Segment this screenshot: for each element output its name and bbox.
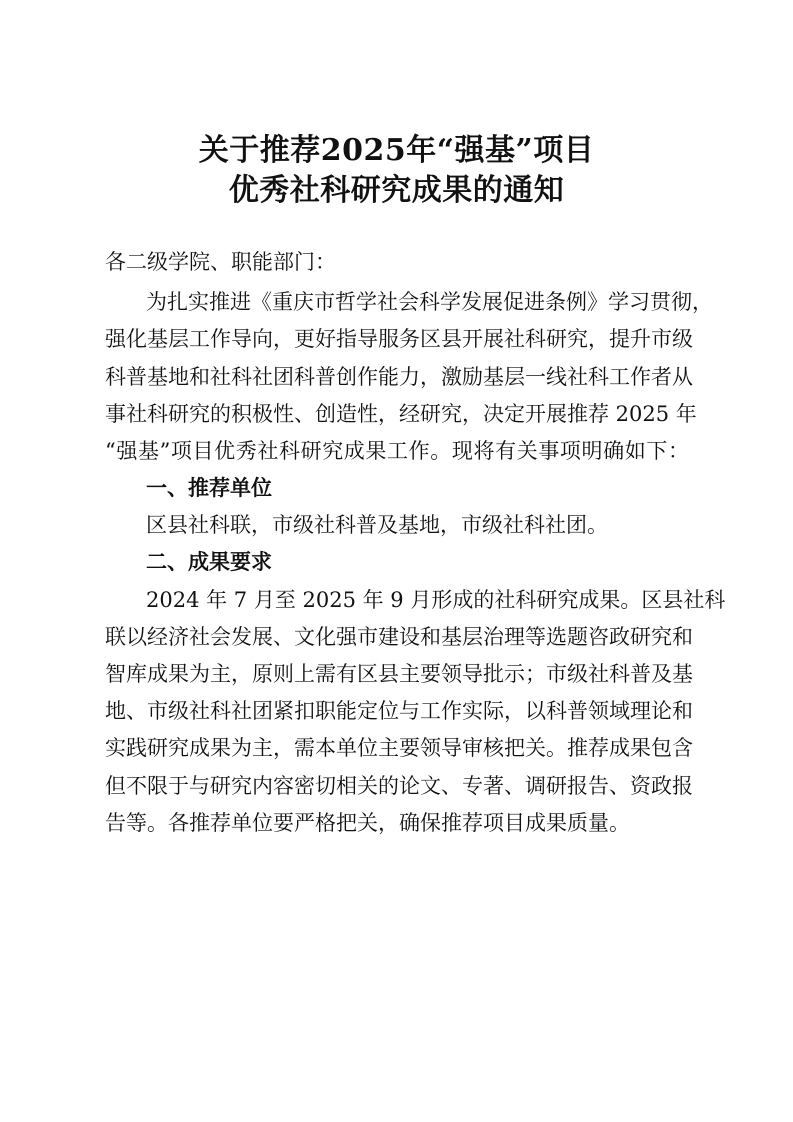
- salutation: 各二级学院、职能部门：: [105, 250, 336, 274]
- intro-line: 为扎实推进《重庆市哲学社会科学发展促进条例》学习贯彻，: [146, 290, 713, 314]
- section-2-heading: 二、成果要求: [146, 550, 272, 574]
- section-2-line: 2024 年 7 月至 2025 年 9 月形成的社科研究成果。区县社科: [146, 588, 726, 612]
- intro-line: 科普基地和社科社团科普创作能力，激励基层一线社科工作者从: [105, 365, 693, 389]
- section-1-body: 区县社科联，市级社科普及基地，市级社科社团。: [146, 513, 608, 537]
- section-2-line: 地、市级社科社团紧扣职能定位与工作实际，以科普领域理论和: [105, 699, 693, 723]
- document-title-line-2: 优秀社科研究成果的通知: [228, 173, 565, 208]
- intro-line: 强化基层工作导向，更好指导服务区县开展社科研究，提升市级: [105, 327, 693, 351]
- section-2-line: 但不限于与研究内容密切相关的论文、专著、调研报告、资政报: [105, 774, 693, 798]
- section-2-line: 智库成果为主，原则上需有区县主要领导批示；市级社科普及基: [105, 662, 693, 686]
- intro-line: 事社科研究的积极性、创造性，经研究，决定开展推荐 2025 年: [105, 402, 697, 426]
- section-1-heading: 一、推荐单位: [146, 476, 272, 500]
- section-2-line: 实践研究成果为主，需本单位主要领导审核把关。推荐成果包含: [105, 736, 693, 760]
- section-2-line: 告等。各推荐单位要严格把关，确保推荐项目成果质量。: [105, 811, 630, 835]
- document-title-line-1: 关于推荐2025年“强基”项目: [198, 133, 595, 168]
- intro-line: “强基”项目优秀社科研究成果工作。现将有关事项明确如下：: [105, 439, 689, 463]
- section-2-line: 联以经济社会发展、文化强市建设和基层治理等选题咨政研究和: [105, 625, 693, 649]
